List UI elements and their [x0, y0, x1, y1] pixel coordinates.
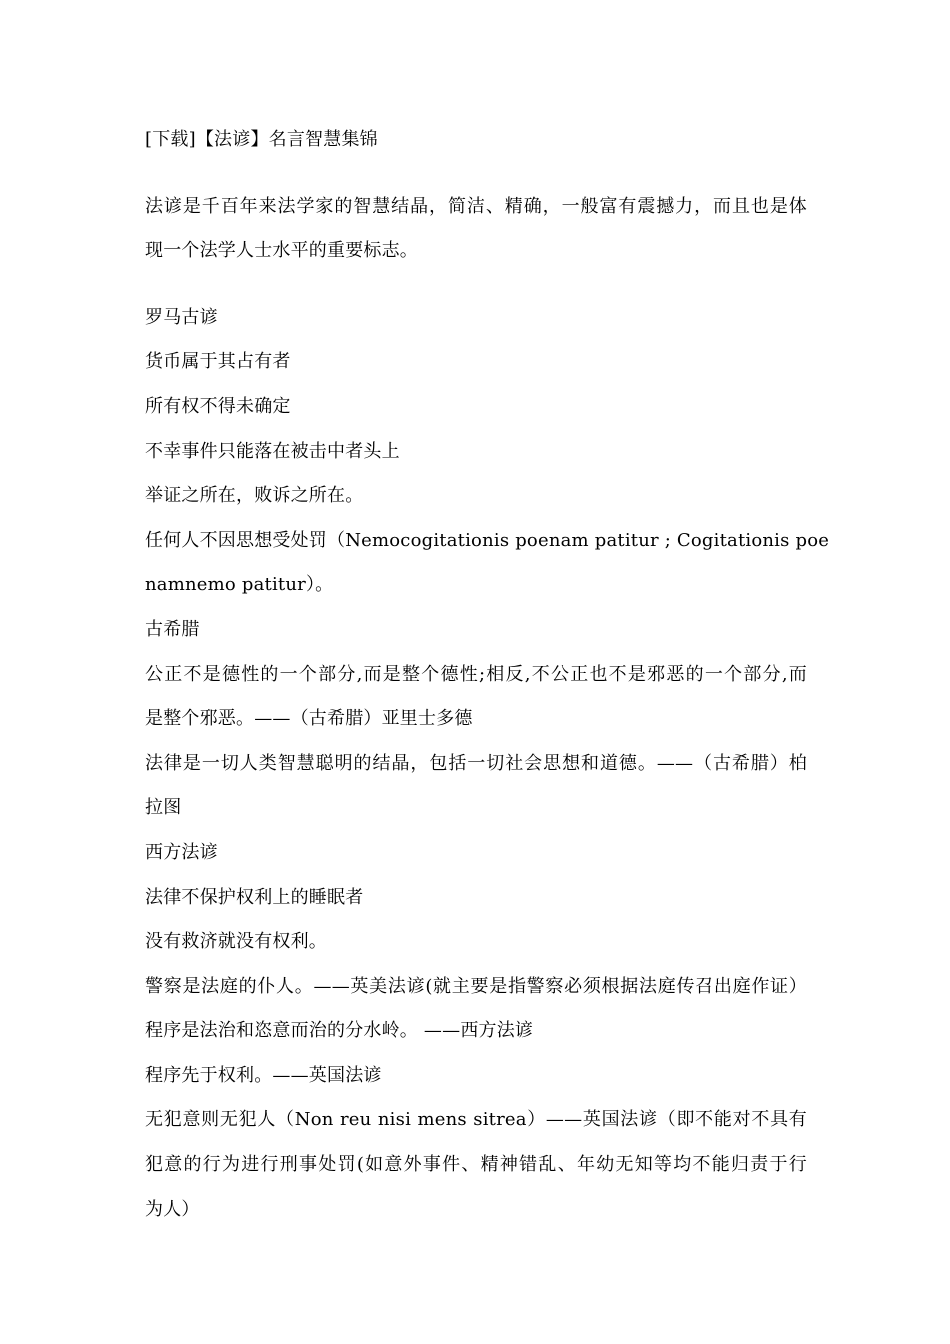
proverb-line: 无犯意则无犯人（Non reu nisi mens sitrea）——英国法谚（即不能对不具有: [145, 1109, 807, 1131]
proverb-line: 拉图: [145, 797, 182, 819]
intro-line-2: 现一个法学人士水平的重要标志。: [145, 240, 418, 262]
proverb-line: namnemo patitur）。: [145, 574, 334, 596]
proverb-line: 货币属于其占有者: [145, 351, 291, 373]
proverb-line: 公正不是德性的一个部分,而是整个德性;相反,不公正也不是邪恶的一个部分,而: [145, 663, 807, 685]
section-heading-greek: 古希腊: [145, 618, 200, 640]
proverb-line: 没有救济就没有权利。: [145, 931, 327, 953]
paragraph-gap: [145, 274, 807, 296]
proverb-line: 任何人不因思想受处罚（Nemocogitationis poenam patitur ; Cogitationis poe: [145, 529, 830, 551]
proverb-line: 举证之所在，败诉之所在。: [145, 485, 364, 507]
document-title: [下载]【法谚】名言智慧集锦: [145, 129, 378, 150]
proverb-line: 法律不保护权利上的睡眠者: [145, 886, 364, 908]
proverb-line: 法律是一切人类智慧聪明的结晶，包括一切社会思想和道德。——（古希腊）柏: [145, 752, 807, 774]
proverb-line: 犯意的行为进行刑事处罚(如意外事件、精神错乱、年幼无知等均不能归责于行: [145, 1154, 807, 1176]
section-heading-western: 西方法谚: [145, 841, 218, 863]
intro-line-1: 法谚是千百年来法学家的智慧结晶，简洁、精确，一般富有震撼力，而且也是体: [145, 195, 807, 217]
section-heading-roman: 罗马古谚: [145, 306, 218, 328]
proverb-line: 警察是法庭的仆人。——英美法谚(就主要是指警察必须根据法庭传召出庭作证）: [145, 975, 807, 997]
proverb-line: 不幸事件只能落在被击中者头上: [145, 440, 400, 462]
document-content: [145, 118, 830, 1232]
proverb-line: 所有权不得未确定: [145, 395, 291, 417]
proverb-line: 程序先于权利。——英国法谚: [145, 1064, 382, 1086]
proverb-line: 是整个邪恶。——（古希腊）亚里士多德: [145, 708, 473, 730]
proverb-line: 为人）: [145, 1198, 200, 1220]
proverb-line: 程序是法治和恣意而治的分水岭。 ——西方法谚: [145, 1020, 534, 1042]
